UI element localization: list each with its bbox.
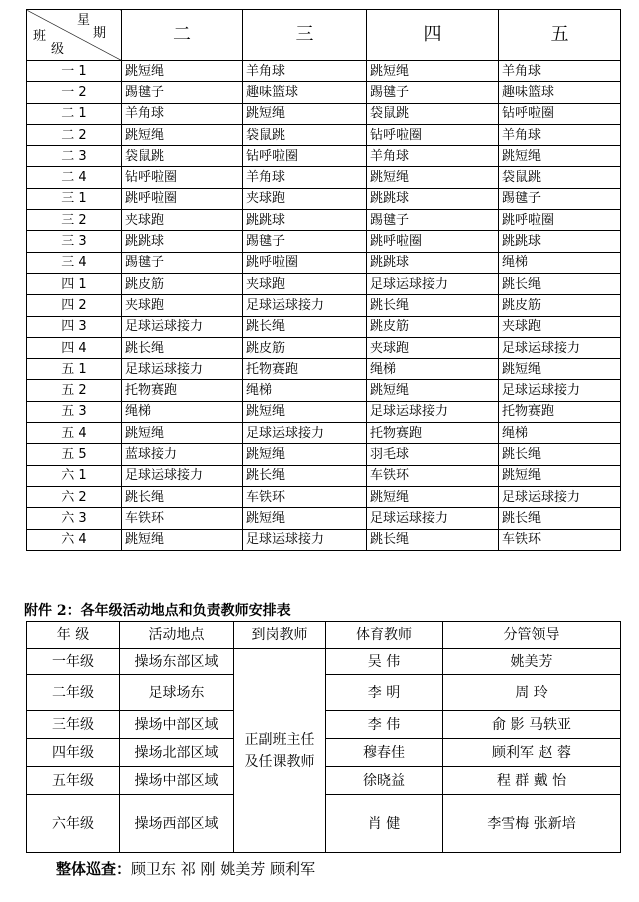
class-cell: 三 1: [27, 188, 122, 209]
activity-cell: 羊角球: [499, 124, 621, 145]
header-leader: 分管领导: [443, 622, 621, 649]
activity-cell: 跳跳球: [367, 252, 499, 273]
pe-teacher-cell: 李 伟: [326, 711, 443, 739]
activity-cell: 跳短绳: [499, 465, 621, 486]
activity-cell: 蓝球接力: [122, 444, 243, 465]
activity-cell: 托物赛跑: [367, 423, 499, 444]
activity-cell: 足球运球接力: [122, 359, 243, 380]
activity-cell: 跳短绳: [367, 61, 499, 82]
header-location: 活动地点: [120, 622, 234, 649]
table-row: [27, 529, 621, 550]
activity-cell: 夹球跑: [367, 337, 499, 358]
corner-right: 期: [93, 26, 107, 41]
activity-cell: 跳短绳: [122, 61, 243, 82]
activity-cell: 羊角球: [122, 103, 243, 124]
activity-cell: 托物赛跑: [499, 401, 621, 422]
class-cell: 四 3: [27, 316, 122, 337]
table-row: [27, 146, 621, 167]
schedule-table: [26, 9, 621, 551]
grade-cell: 四年级: [27, 739, 120, 767]
activity-cell: 跳呼啦圈: [243, 252, 367, 273]
class-cell: 六 4: [27, 529, 122, 550]
corner-bottom: 级: [51, 42, 65, 57]
activity-cell: 袋鼠跳: [367, 103, 499, 124]
activity-cell: 车铁环: [243, 486, 367, 507]
header-grade: 年 级: [27, 622, 120, 649]
location-cell: 足球场东: [120, 675, 234, 711]
activity-cell: 踢毽子: [122, 252, 243, 273]
leader-cell: 姚美芳: [443, 649, 621, 675]
grade-cell: 二年级: [27, 675, 120, 711]
activity-cell: 跳短绳: [243, 103, 367, 124]
class-cell: 二 3: [27, 146, 122, 167]
class-cell: 三 2: [27, 210, 122, 231]
activity-cell: 足球运球接力: [367, 273, 499, 294]
leader-cell: 周 玲: [443, 675, 621, 711]
header-on-duty: 到岗教师: [234, 622, 326, 649]
pe-teacher-cell: 吴 伟: [326, 649, 443, 675]
class-cell: 四 4: [27, 337, 122, 358]
table-row: [27, 210, 621, 231]
activity-cell: 钻呼啦圈: [243, 146, 367, 167]
activity-cell: 跳呼啦圈: [122, 188, 243, 209]
activity-cell: 绳梯: [499, 252, 621, 273]
table-row: [27, 252, 621, 273]
grade-cell: 三年级: [27, 711, 120, 739]
table-row: [27, 316, 621, 337]
activity-cell: 跳短绳: [367, 486, 499, 507]
assignment-header-row: [27, 622, 621, 649]
activity-cell: 跳短绳: [243, 508, 367, 529]
class-cell: 三 3: [27, 231, 122, 252]
location-cell: 操场中部区域: [120, 711, 234, 739]
activity-cell: 足球运球接力: [122, 316, 243, 337]
class-cell: 六 2: [27, 486, 122, 507]
class-cell: 一 1: [27, 61, 122, 82]
activity-cell: 跳皮筋: [243, 337, 367, 358]
activity-cell: 羊角球: [243, 61, 367, 82]
activity-cell: 夹球跑: [122, 210, 243, 231]
activity-cell: 足球运球接力: [243, 295, 367, 316]
location-cell: 操场西部区域: [120, 795, 234, 853]
activity-cell: 跳长绳: [367, 295, 499, 316]
class-cell: 六 3: [27, 508, 122, 529]
class-cell: 二 1: [27, 103, 122, 124]
day-header: 五: [499, 10, 621, 61]
class-cell: 六 1: [27, 465, 122, 486]
table-row: [27, 649, 621, 675]
activity-cell: 跳短绳: [122, 529, 243, 550]
activity-cell: 跳短绳: [499, 146, 621, 167]
table-row: [27, 465, 621, 486]
activity-cell: 绳梯: [243, 380, 367, 401]
activity-cell: 羊角球: [243, 167, 367, 188]
header-pe-teacher: 体育教师: [326, 622, 443, 649]
activity-cell: 跳长绳: [243, 465, 367, 486]
table-row: [27, 486, 621, 507]
activity-cell: 跳皮筋: [499, 295, 621, 316]
location-cell: 操场东部区域: [120, 649, 234, 675]
table-row: [27, 103, 621, 124]
activity-cell: 跳短绳: [243, 444, 367, 465]
class-cell: 三 4: [27, 252, 122, 273]
on-duty-cell: 正副班主任及任课教师: [234, 649, 326, 853]
activity-cell: 车铁环: [367, 465, 499, 486]
activity-cell: 夹球跑: [243, 273, 367, 294]
activity-cell: 踢毽子: [243, 231, 367, 252]
activity-cell: 足球运球接力: [499, 486, 621, 507]
class-cell: 一 2: [27, 82, 122, 103]
activity-cell: 跳短绳: [367, 380, 499, 401]
activity-cell: 跳长绳: [367, 529, 499, 550]
table-row: [27, 444, 621, 465]
activity-cell: 钻呼啦圈: [499, 103, 621, 124]
activity-cell: 踢毽子: [122, 82, 243, 103]
class-cell: 二 2: [27, 124, 122, 145]
activity-cell: 跳长绳: [122, 486, 243, 507]
leader-cell: 程 群 戴 怡: [443, 767, 621, 795]
day-header: 二: [122, 10, 243, 61]
attachment-title: 附件 2：各年级活动地点和负责教师安排表: [24, 603, 291, 619]
table-row: [27, 61, 621, 82]
activity-cell: 夹球跑: [499, 316, 621, 337]
patrol-names: 顾卫东 祁 刚 姚美芳 顾利军: [131, 860, 316, 878]
activity-cell: 跳长绳: [499, 508, 621, 529]
pe-teacher-cell: 肖 健: [326, 795, 443, 853]
activity-cell: 袋鼠跳: [122, 146, 243, 167]
table-row: [27, 401, 621, 422]
corner-header: [27, 10, 122, 61]
activity-cell: 跳跳球: [367, 188, 499, 209]
activity-cell: 跳跳球: [243, 210, 367, 231]
activity-cell: 足球运球接力: [499, 337, 621, 358]
activity-cell: 绳梯: [367, 359, 499, 380]
pe-teacher-cell: 徐晓益: [326, 767, 443, 795]
activity-cell: 托物赛跑: [243, 359, 367, 380]
activity-cell: 夹球跑: [243, 188, 367, 209]
activity-cell: 跳短绳: [499, 359, 621, 380]
activity-cell: 跳呼啦圈: [499, 210, 621, 231]
day-header: 三: [243, 10, 367, 61]
activity-cell: 绳梯: [499, 423, 621, 444]
table-row: [27, 167, 621, 188]
activity-cell: 跳跳球: [122, 231, 243, 252]
grade-cell: 一年级: [27, 649, 120, 675]
activity-cell: 跳长绳: [499, 273, 621, 294]
table-row: [27, 508, 621, 529]
table-row: [27, 295, 621, 316]
activity-cell: 跳短绳: [367, 167, 499, 188]
class-cell: 五 3: [27, 401, 122, 422]
table-row: [27, 82, 621, 103]
activity-cell: 跳长绳: [122, 337, 243, 358]
activity-cell: 跳皮筋: [367, 316, 499, 337]
patrol-footer: [56, 858, 315, 879]
pe-teacher-cell: 穆春佳: [326, 739, 443, 767]
activity-cell: 趣味篮球: [499, 82, 621, 103]
pe-teacher-cell: 李 明: [326, 675, 443, 711]
activity-cell: 跳皮筋: [122, 273, 243, 294]
table-row: [27, 337, 621, 358]
activity-cell: 足球运球接力: [243, 423, 367, 444]
class-cell: 五 4: [27, 423, 122, 444]
activity-cell: 跳短绳: [122, 124, 243, 145]
activity-cell: 袋鼠跳: [499, 167, 621, 188]
leader-cell: 李雪梅 张新培: [443, 795, 621, 853]
table-row: [27, 273, 621, 294]
activity-cell: 羊角球: [499, 61, 621, 82]
leader-cell: 俞 影 马轶亚: [443, 711, 621, 739]
location-cell: 操场北部区域: [120, 739, 234, 767]
table-row: [27, 359, 621, 380]
activity-cell: 足球运球接力: [367, 401, 499, 422]
activity-cell: 跳短绳: [243, 401, 367, 422]
activity-cell: 车铁环: [499, 529, 621, 550]
activity-cell: 夹球跑: [122, 295, 243, 316]
grade-cell: 五年级: [27, 767, 120, 795]
activity-cell: 跳呼啦圈: [367, 231, 499, 252]
table-row: [27, 423, 621, 444]
activity-cell: 踢毽子: [499, 188, 621, 209]
activity-cell: 羊角球: [367, 146, 499, 167]
activity-cell: 足球运球接力: [367, 508, 499, 529]
activity-cell: 跳跳球: [499, 231, 621, 252]
class-cell: 五 2: [27, 380, 122, 401]
class-cell: 五 5: [27, 444, 122, 465]
activity-cell: 钻呼啦圈: [367, 124, 499, 145]
corner-left: 班: [33, 29, 47, 44]
table-row: [27, 124, 621, 145]
activity-cell: 钻呼啦圈: [122, 167, 243, 188]
activity-cell: 跳长绳: [243, 316, 367, 337]
patrol-label: 整体巡查：: [56, 860, 132, 878]
activity-cell: 足球运球接力: [499, 380, 621, 401]
table-row: [27, 380, 621, 401]
activity-cell: 足球运球接力: [243, 529, 367, 550]
grade-cell: 六年级: [27, 795, 120, 853]
activity-cell: 踢毽子: [367, 210, 499, 231]
class-cell: 五 1: [27, 359, 122, 380]
location-cell: 操场中部区域: [120, 767, 234, 795]
activity-cell: 趣味篮球: [243, 82, 367, 103]
activity-cell: 车铁环: [122, 508, 243, 529]
schedule-header-row: [27, 10, 621, 61]
leader-cell: 顾利军 赵 蓉: [443, 739, 621, 767]
corner-top: 星: [77, 13, 91, 28]
class-cell: 四 2: [27, 295, 122, 316]
table-row: [27, 188, 621, 209]
class-cell: 二 4: [27, 167, 122, 188]
activity-cell: 足球运球接力: [122, 465, 243, 486]
class-cell: 四 1: [27, 273, 122, 294]
activity-cell: 跳长绳: [499, 444, 621, 465]
activity-cell: 托物赛跑: [122, 380, 243, 401]
activity-cell: 踢毽子: [367, 82, 499, 103]
assignment-table: [26, 621, 621, 853]
day-header: 四: [367, 10, 499, 61]
activity-cell: 羽毛球: [367, 444, 499, 465]
activity-cell: 袋鼠跳: [243, 124, 367, 145]
activity-cell: 绳梯: [122, 401, 243, 422]
table-row: [27, 231, 621, 252]
activity-cell: 跳短绳: [122, 423, 243, 444]
